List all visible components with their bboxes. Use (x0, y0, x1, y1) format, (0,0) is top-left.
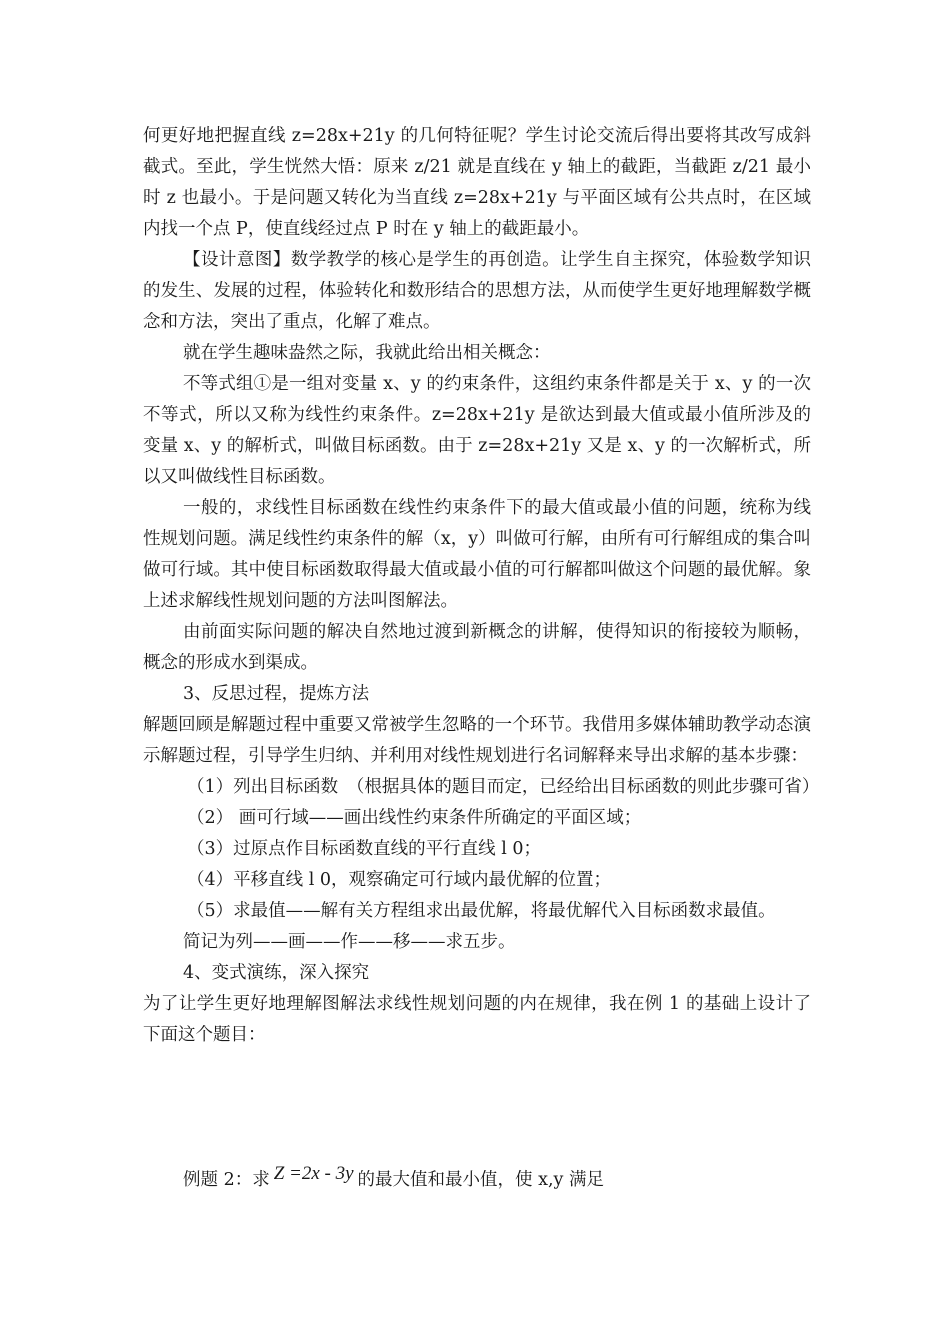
step-1: （1）列出目标函数 （根据具体的题目而定，已经给出目标函数的则此步骤可省） (187, 777, 820, 797)
section-heading-4: 4、变式演练，深入探究 (183, 963, 370, 983)
paragraph-design-intent: 【设计意图】数学教学的核心是学生的再创造。让学生自主探究，体验数学知识的发生、发展的过程，体验转化和数形结合的思想方法，从而使学生更好地理解数学概念和方法，突出了重点，化解了难点。 (143, 250, 811, 332)
paragraph-variant-exercise: 为了让学生更好地理解图解法求线性规划问题的内在规律，我在例 1 的基础上设计了下面这个题目： (143, 994, 811, 1045)
paragraph-summary: 简记为列——画——作——移——求五步。 (183, 932, 516, 952)
example-prefix: 例题 2：求 (183, 1170, 270, 1190)
example-suffix: 的最大值和最小值，使 x,y 满足 (357, 1170, 604, 1190)
step-2: （2） 画可行域——画出线性约束条件所确定的平面区域； (187, 808, 642, 828)
paragraph-concept-intro: 就在学生趣味盎然之际，我就此给出相关概念： (183, 343, 551, 363)
example-formula: Z =2x - 3y (273, 1163, 354, 1184)
section-heading-3: 3、反思过程，提炼方法 (183, 684, 370, 704)
paragraph-linear-programming-definition: 一般的，求线性目标函数在线性约束条件下的最大值或最小值的问题，统称为线性规划问题。满足线性约束条件的解（x，y）叫做可行解，由所有可行解组成的集合叫做可行域。其中使目标函数取得最大值或最小值的可行解都叫做这个问题的最优解。象上述求解线性规划问题的方法叫图解法。 (143, 498, 811, 611)
paragraph-transition: 由前面实际问题的解决自然地过渡到新概念的讲解，使得知识的衔接较为顺畅，概念的形成水到渠成。 (143, 622, 811, 673)
step-3: （3）过原点作目标函数直线的平行直线 l 0； (187, 839, 541, 859)
paragraph-review: 解题回顾是解题过程中重要又常被学生忽略的一个环节。我借用多媒体辅助教学动态演示解题过程，引导学生归纳、并利用对线性规划进行名词解释来导出求解的基本步骤： (143, 715, 811, 766)
step-5: （5）求最值——解有关方程组求出最优解，将最优解代入目标函数求最值。 (187, 901, 776, 921)
example-2 (183, 1164, 604, 1196)
document-body (143, 121, 820, 1051)
paragraph-constraint-definition: 不等式组①是一组对变量 x、y 的约束条件，这组约束条件都是关于 x、y 的一次不等式，所以又称为线性约束条件。z=28x+21y 是欲达到最大值或最小值所涉及的变量 x、y 的解析式，叫做目标函数。由于 z=28x+21y 又是 x、y 的一次解析式，所以又叫做线性目标函数。 (143, 374, 811, 487)
paragraph-linear-function: 何更好地把握直线 z=28x+21y 的几何特征呢？学生讨论交流后得出要将其改写成斜截式。至此，学生恍然大悟：原来 z/21 就是直线在 y 轴上的截距，当截距 z/21 最小时 z 也最小。于是问题又转化为当直线 z=28x+21y 与平面区域有公共点时，在区域内找一个点 P，使直线经过点 P 时在 y 轴上的截距最小。 (143, 126, 811, 239)
step-4: （4）平移直线 l 0，观察确定可行域内最优解的位置； (187, 870, 611, 890)
